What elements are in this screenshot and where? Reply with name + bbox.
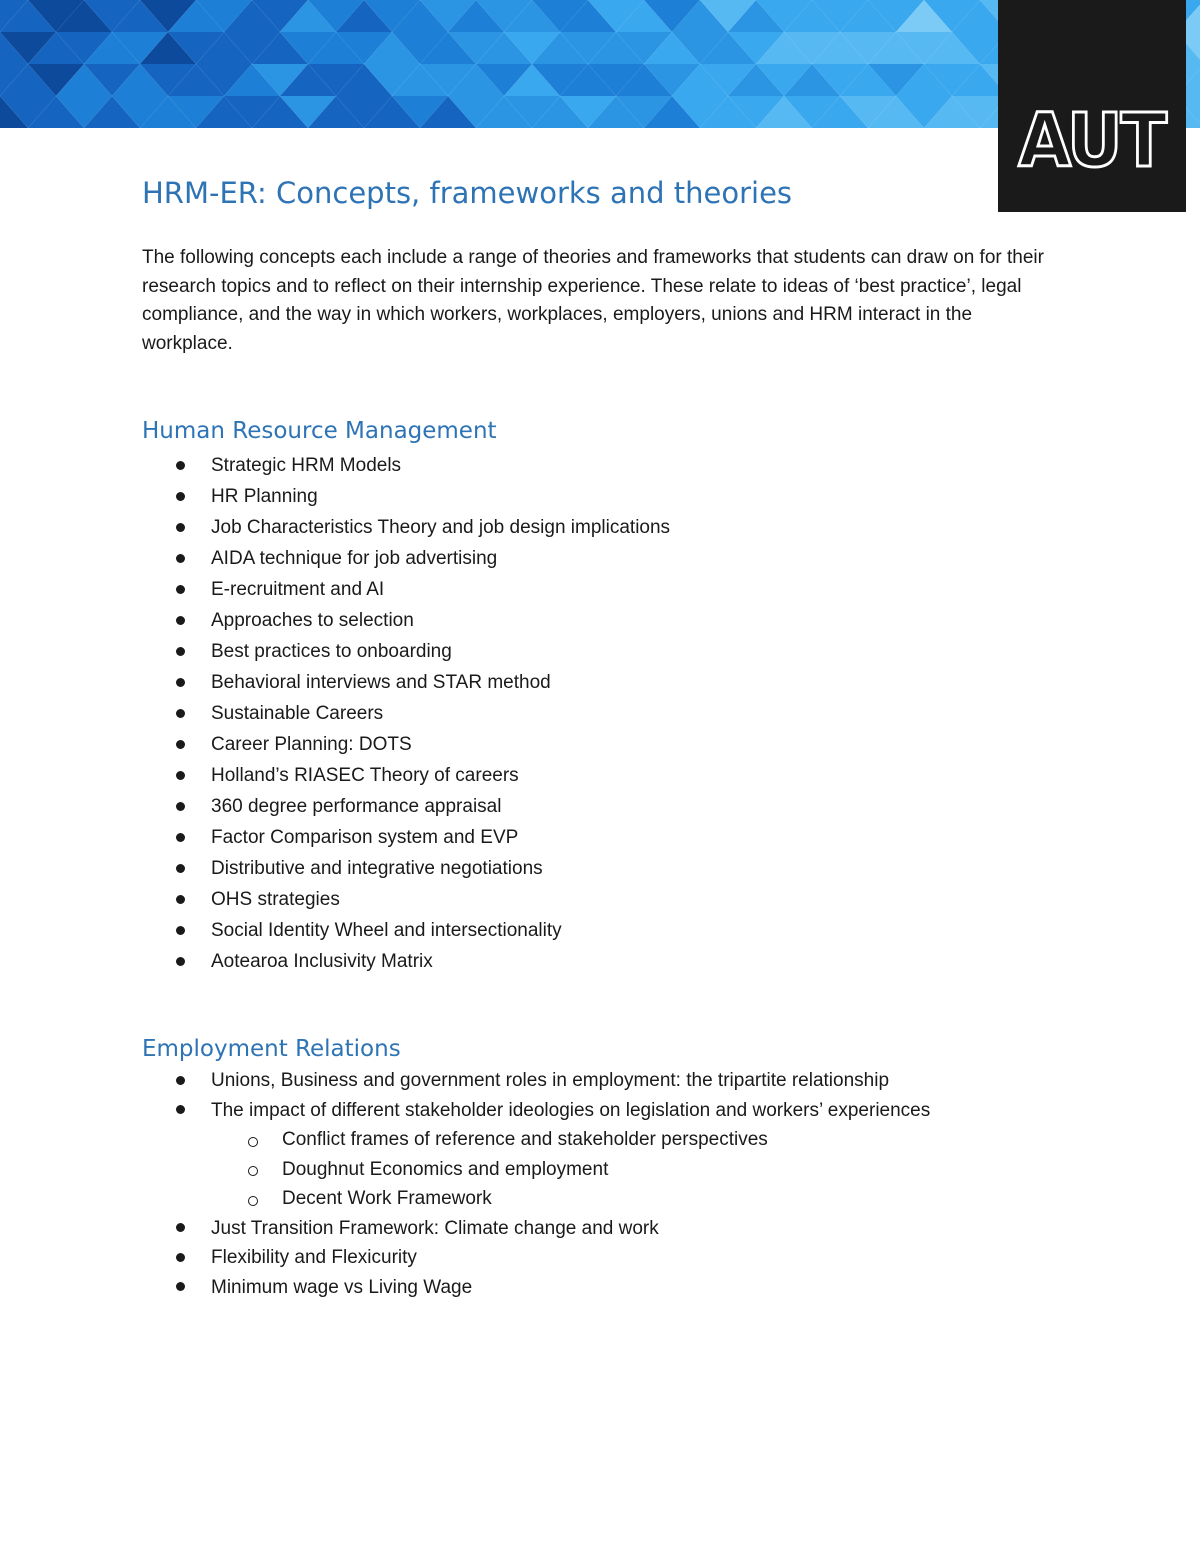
bullet-icon	[176, 1282, 185, 1291]
page-title: HRM-ER: Concepts, frameworks and theories	[142, 176, 793, 210]
hollow-bullet-icon	[248, 1166, 258, 1176]
bullet-icon	[176, 709, 185, 718]
bullet-icon	[176, 1076, 185, 1085]
aut-logo	[998, 0, 1186, 212]
bullet-icon	[176, 864, 185, 873]
sub-list-item: Decent Work Framework	[0, 1184, 930, 1214]
list-item: Best practices to onboarding	[0, 636, 670, 667]
list-item: Minimum wage vs Living Wage	[0, 1273, 930, 1303]
sub-list-item: Doughnut Economics and employment	[0, 1155, 930, 1185]
list-item: Just Transition Framework: Climate change and work	[0, 1214, 930, 1244]
bullet-icon	[176, 895, 185, 904]
hrm-list	[0, 450, 670, 977]
bullet-icon	[176, 616, 185, 625]
hollow-bullet-icon	[248, 1196, 258, 1206]
logo-text: AUT	[1018, 98, 1166, 184]
list-item: Career Planning: DOTS	[0, 729, 670, 760]
list-item: Approaches to selection	[0, 605, 670, 636]
bullet-icon	[176, 771, 185, 780]
list-item: Unions, Business and government roles in employment: the tripartite relationship	[0, 1066, 930, 1096]
list-item: Sustainable Careers	[0, 698, 670, 729]
list-item: Holland’s RIASEC Theory of careers	[0, 760, 670, 791]
list-item: Factor Comparison system and EVP	[0, 822, 670, 853]
list-item: Job Characteristics Theory and job design implications	[0, 512, 670, 543]
list-item: E-recruitment and AI	[0, 574, 670, 605]
bullet-icon	[176, 647, 185, 656]
list-item: Distributive and integrative negotiations	[0, 853, 670, 884]
intro-paragraph: The following concepts each include a range of theories and frameworks that students can draw on for their research topics and to reflect on their internship experience. These relate to ideas of ‘best practice’, legal compliance, and the way in which workers, workplaces, employers, unions and HRM interact in the workplace.	[142, 247, 1044, 354]
list-item: Strategic HRM Models	[0, 450, 670, 481]
list-item: Social Identity Wheel and intersectionality	[0, 915, 670, 946]
bullet-icon	[176, 1105, 185, 1114]
bullet-icon	[176, 833, 185, 842]
list-item: OHS strategies	[0, 884, 670, 915]
bullet-icon	[176, 678, 185, 687]
sub-list-item: Conflict frames of reference and stakeholder perspectives	[0, 1125, 930, 1155]
bullet-icon	[176, 461, 185, 470]
bullet-icon	[176, 492, 185, 501]
bullet-icon	[176, 802, 185, 811]
hollow-bullet-icon	[248, 1137, 258, 1147]
bullet-icon	[176, 1253, 185, 1262]
bullet-icon	[176, 554, 185, 563]
bullet-icon	[176, 523, 185, 532]
bullet-icon	[176, 926, 185, 935]
list-item: 360 degree performance appraisal	[0, 791, 670, 822]
list-item: Behavioral interviews and STAR method	[0, 667, 670, 698]
bullet-icon	[176, 1223, 185, 1232]
list-item: AIDA technique for job advertising	[0, 543, 670, 574]
er-section-heading: Employment Relations	[142, 1036, 401, 1062]
hrm-section-heading: Human Resource Management	[142, 418, 497, 444]
list-item: The impact of different stakeholder ideologies on legislation and workers’ experiences	[0, 1096, 930, 1126]
list-item: Flexibility and Flexicurity	[0, 1243, 930, 1273]
er-list	[0, 1066, 930, 1302]
bullet-icon	[176, 957, 185, 966]
list-item: Aotearoa Inclusivity Matrix	[0, 946, 670, 977]
list-item: HR Planning	[0, 481, 670, 512]
bullet-icon	[176, 740, 185, 749]
bullet-icon	[176, 585, 185, 594]
